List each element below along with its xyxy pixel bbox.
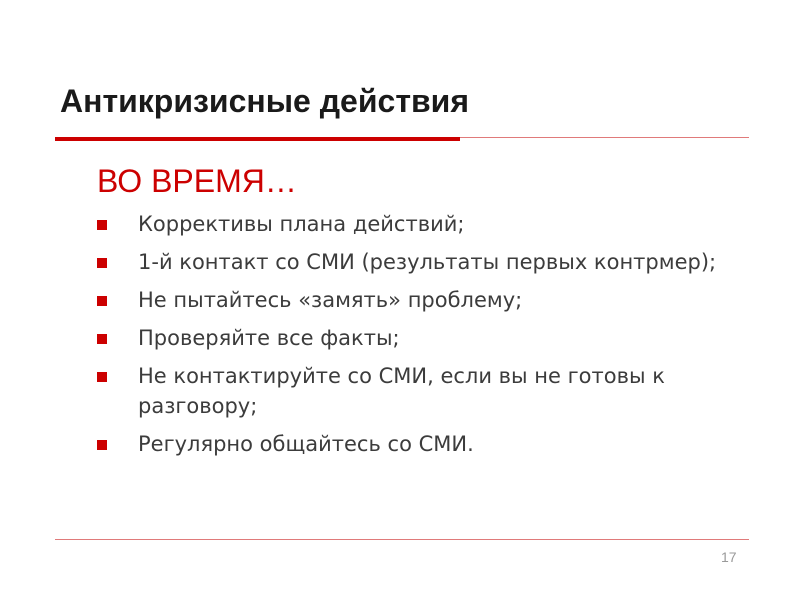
square-bullet-icon [97,258,107,268]
bullet-item [97,285,737,315]
bullet-list [97,209,737,467]
bullet-item [97,209,737,239]
square-bullet-icon [97,372,107,382]
bullet-item [97,429,737,459]
square-bullet-icon [97,220,107,230]
page-number: 17 [721,549,737,565]
bullet-item [97,361,737,421]
bullet-text: Коррективы плана действий; [138,212,465,236]
bullet-text: Не пытайтесь «замять» проблему; [138,288,523,312]
bullet-text: Проверяйте все факты; [138,326,400,350]
bullet-item [97,323,737,353]
bullet-item [97,247,737,277]
footer-divider-line [55,539,749,540]
square-bullet-icon [97,440,107,450]
square-bullet-icon [97,334,107,344]
bullet-text: Регулярно общайтесь со СМИ. [138,432,474,456]
slide-title: Антикризисные действия [60,83,469,119]
title-divider-accent [55,137,460,141]
square-bullet-icon [97,296,107,306]
bullet-text: 1-й контакт со СМИ (результаты первых контрмер); [138,250,717,274]
bullet-text: Не контактируйте со СМИ, если вы не готовы к разговору; [138,364,665,418]
slide-subtitle: ВО ВРЕМЯ… [97,163,297,199]
